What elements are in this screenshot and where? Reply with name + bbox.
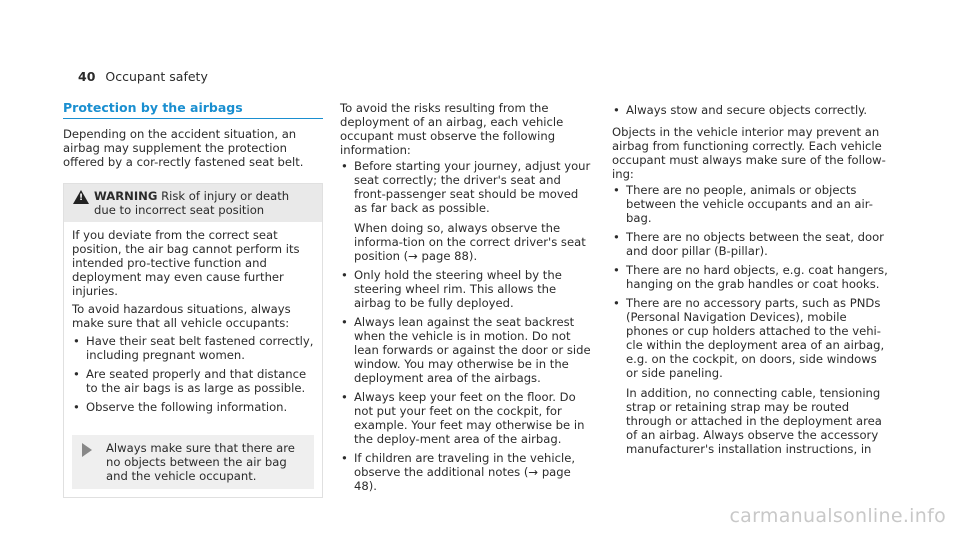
warning-header [64, 184, 322, 222]
column-middle [340, 101, 592, 498]
list-item: • There are no people, animals or objects between the vehicle occupants and an air-bag. [613, 183, 873, 225]
list-item: • There are no accessory parts, such as PNDs (Personal Navigation Devices), mobile phones or cup holders attached to the vehi-cle within the deployment area of an airbag, e.g. on the cockpit, on doors, side windows or side paneling. In addition, no connecting cable, tensioning strap or retaining strap may be routed through or attached in the deployment area of an airbag. Always observe the accessory manufacturer's installation instructions, in [613, 296, 885, 456]
note-arrow-icon [82, 443, 92, 457]
intro-paragraph: Depending on the accident situation, an airbag may supplement the protection offered by a cor-rectly fastened seat belt. [63, 127, 304, 169]
column-left [63, 101, 323, 498]
section-name: Occupant safety [105, 69, 208, 84]
bullet-icon: • [613, 230, 620, 244]
warning-body [64, 222, 322, 427]
warning-triangle-icon [73, 190, 89, 204]
intro-paragraph: To avoid the risks resulting from the deployment of an airbag, each vehicle occupant must observe the following information: [340, 101, 564, 157]
bullet-icon: • [341, 390, 348, 404]
bullet-icon: • [613, 103, 620, 117]
column-right [612, 101, 888, 461]
stow-list [612, 103, 888, 117]
warning-list [72, 334, 314, 414]
bullet-icon: • [613, 296, 620, 310]
warning-heading: Risk of injury or death due to incorrect seat position [94, 189, 290, 217]
list-item: • Always lean against the seat backrest when the vehicle is in motion. Do not lean forwards or against the door or side window. You may otherwise be in the deployment area of the airbags. [341, 315, 591, 385]
warning-text-2: To avoid hazardous situations, always make sure that all vehicle occupants: [72, 302, 291, 330]
note-text: Always make sure that there are no objects between the air bag and the vehicle occupant. [106, 441, 295, 483]
list-item: • Always keep your feet on the floor. Do not put your feet on the cockpit, for example. Your feet may otherwise be in the deploy-ment area of the airbag. [341, 390, 585, 446]
bullet-icon: • [73, 400, 80, 414]
info-list [340, 159, 592, 493]
list-item: • Observe the following information. [73, 400, 288, 414]
watermark: carmanualsonline.info [729, 505, 946, 527]
warning-keyword: WARNING [94, 189, 158, 203]
section-title: Protection by the airbags [63, 101, 323, 119]
bullet-icon: • [73, 334, 80, 348]
intro-paragraph: Objects in the vehicle interior may prevent an airbag from functioning correctly. Each vehicle occupant must always make sure of the follow-ing: [612, 125, 886, 181]
list-item: • Before starting your journey, adjust your seat correctly; the driver's seat and front-passenger seat should be moved as far back as possible. When doing so, always observe the informa-tion on the correct driver's seat position (→ page 88). [341, 159, 591, 263]
bullet-icon: • [341, 315, 348, 329]
page-number: 40 [78, 69, 96, 84]
list-item: • Only hold the steering wheel by the steering wheel rim. This allows the airbag to be fully deployed. [341, 268, 562, 310]
bullet-icon: • [73, 367, 80, 381]
bullet-icon: • [613, 263, 620, 277]
bullet-icon: • [341, 159, 348, 173]
bullet-icon: • [341, 268, 348, 282]
note-box [72, 435, 314, 489]
list-item: • There are no hard objects, e.g. coat hangers, hanging on the grab handles or coat hooks. [613, 263, 888, 291]
page-header [78, 69, 208, 84]
list-item: • There are no objects between the seat, door and door pillar (B-pillar). [613, 230, 884, 258]
bullet-icon: • [341, 451, 348, 465]
bullet-icon: • [613, 183, 620, 197]
objects-list [612, 183, 888, 456]
list-item: • Are seated properly and that distance to the air bags is as large as possible. [73, 367, 307, 395]
list-item: • Always stow and secure objects correctly. [613, 103, 868, 117]
warning-box [63, 183, 323, 498]
warning-text-1: If you deviate from the correct seat position, the air bag cannot perform its intended pro-tective function and deployment may even cause further injuries. [72, 228, 300, 298]
list-item: • Have their seat belt fastened correctly, including pregnant women. [73, 334, 314, 362]
list-item: • If children are traveling in the vehicle, observe the additional notes (→ page 48). [341, 451, 576, 493]
